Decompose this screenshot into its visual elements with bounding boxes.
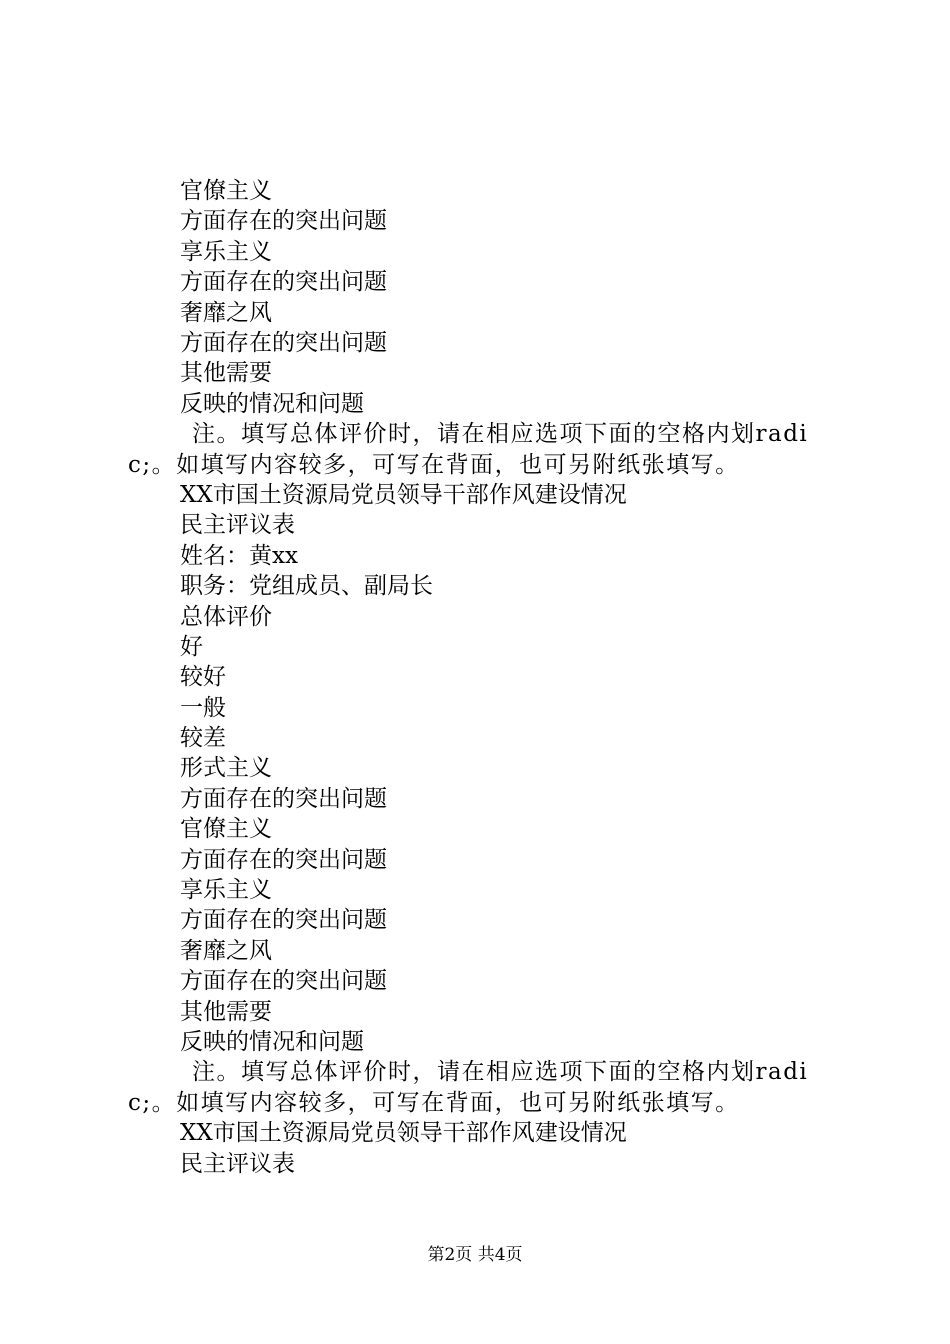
note-paragraph: 注。填写总体评价时，请在相应选项下面的空格内划radic;。如填写内容较多，可写在背面，也可另附纸张填写。 [128,421,809,478]
form-subtitle: 民主评议表 [180,1150,295,1177]
text-line: 奢靡之风 [180,937,272,964]
evaluation-form-section [128,480,838,1057]
form-title: XX市国土资源局党员领导干部作风建设情况 [180,1120,627,1147]
text-line: 方面存在的突出问题 [180,208,387,235]
page-footer: 第2页 共4页 [427,1245,523,1265]
note-paragraph: 注。填写总体评价时，请在相应选项下面的空格内划radic;。如填写内容较多，可写在背面，也可另附纸张填写。 [128,1059,809,1116]
rating-option: 较好 [180,664,226,691]
text-line: 方面存在的突出问题 [180,846,387,873]
text-line: 其他需要 [180,998,272,1025]
text-line: 反映的情况和问题 [180,1028,364,1055]
form-title: XX市国土资源局党员领导干部作风建设情况 [180,481,627,508]
text-line: 总体评价 [180,603,272,630]
form-subtitle: 民主评议表 [180,512,295,539]
rating-option: 好 [180,633,203,660]
top-section [128,176,838,419]
rating-option: 一般 [180,694,226,721]
bottom-section [128,1118,838,1179]
rating-option: 较差 [180,725,226,752]
text-line: 方面存在的突出问题 [180,785,387,812]
text-line: 享乐主义 [180,238,272,265]
text-line: 方面存在的突出问题 [180,329,387,356]
text-line: 反映的情况和问题 [180,390,364,417]
text-line: 享乐主义 [180,877,272,904]
text-line: 奢靡之风 [180,299,272,326]
document-body [128,176,838,1179]
text-line: 形式主义 [180,755,272,782]
text-line: 官僚主义 [180,816,272,843]
text-line: 其他需要 [180,360,272,387]
name-field: 姓名：黄xx [180,542,298,569]
text-line: 官僚主义 [180,178,272,204]
text-line: 方面存在的突出问题 [180,907,387,934]
position-field: 职务：党组成员、副局长 [180,573,433,600]
text-line: 方面存在的突出问题 [180,968,387,995]
text-line: 方面存在的突出问题 [180,269,387,296]
